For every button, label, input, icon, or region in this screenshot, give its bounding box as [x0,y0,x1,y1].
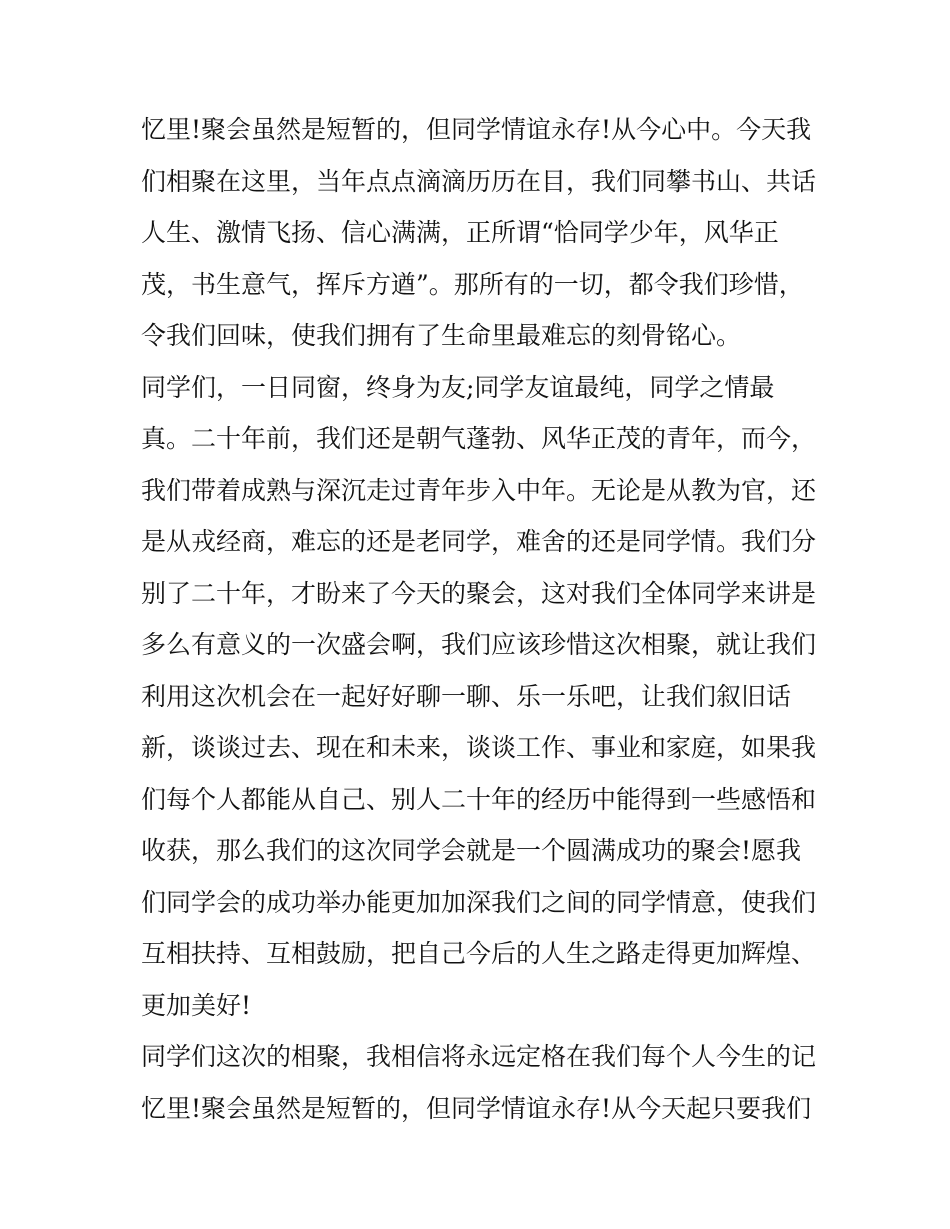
text-line: 人生、激情飞扬、信心满满，正所谓“恰同学少年，风华正 [141,218,779,247]
text-line: 是从戎经商，难忘的还是老同学，难舍的还是同学情。我们分 [141,527,817,556]
text-line: 新，谈谈过去、现在和未来，谈谈工作、事业和家庭，如果我 [141,733,817,762]
text-line: 们同学会的成功举办能更加加深我们之间的同学情意，使我们 [141,887,817,917]
text-line: 们每个人都能从自己、别人二十年的经历中能得到一些感悟和 [141,784,817,814]
text-line: 们相聚在这里，当年点点滴滴历历在目，我们同攀书山、共话 [141,166,817,196]
text-line: 忆里!聚会虽然是短暂的，但同学情谊永存!从今心中。今天我 [141,115,812,144]
text-line: 别了二十年，才盼来了今天的聚会，这对我们全体同学来讲是 [141,578,817,608]
text-line: 收获，那么我们的这次同学会就是一个圆满成功的聚会!愿我 [141,836,802,865]
text-line: 令我们回味，使我们拥有了生命里最难忘的刻骨铭心。 [141,321,742,350]
text-line: 真。二十年前，我们还是朝气蓬勃、风华正茂的青年，而今， [141,424,817,453]
text-line: 更加美好! [141,990,252,1020]
text-line: 利用这次机会在一起好好聊一聊、乐一乐吧，让我们叙旧话 [141,681,792,711]
text-line: 互相扶持、互相鼓励，把自己今后的人生之路走得更加辉煌、 [141,939,817,968]
text-line: 我们带着成熟与深沉走过青年步入中年。无论是从教为官，还 [141,475,817,505]
text-line: 多么有意义的一次盛会啊，我们应该珍惜这次相聚，就让我们 [141,630,817,659]
document-body [141,104,821,1134]
text-line: 同学们这次的相聚，我相信将永远定格在我们每个人今生的记 [141,1042,817,1071]
text-line: 同学们，一日同窗，终身为友;同学友谊最纯，同学之情最 [141,372,775,402]
text-line: 茂，书生意气，挥斥方遒”。那所有的一切，都令我们珍惜， [141,269,804,299]
text-line: 忆里!聚会虽然是短暂的，但同学情谊永存!从今天起只要我们 [141,1093,812,1123]
